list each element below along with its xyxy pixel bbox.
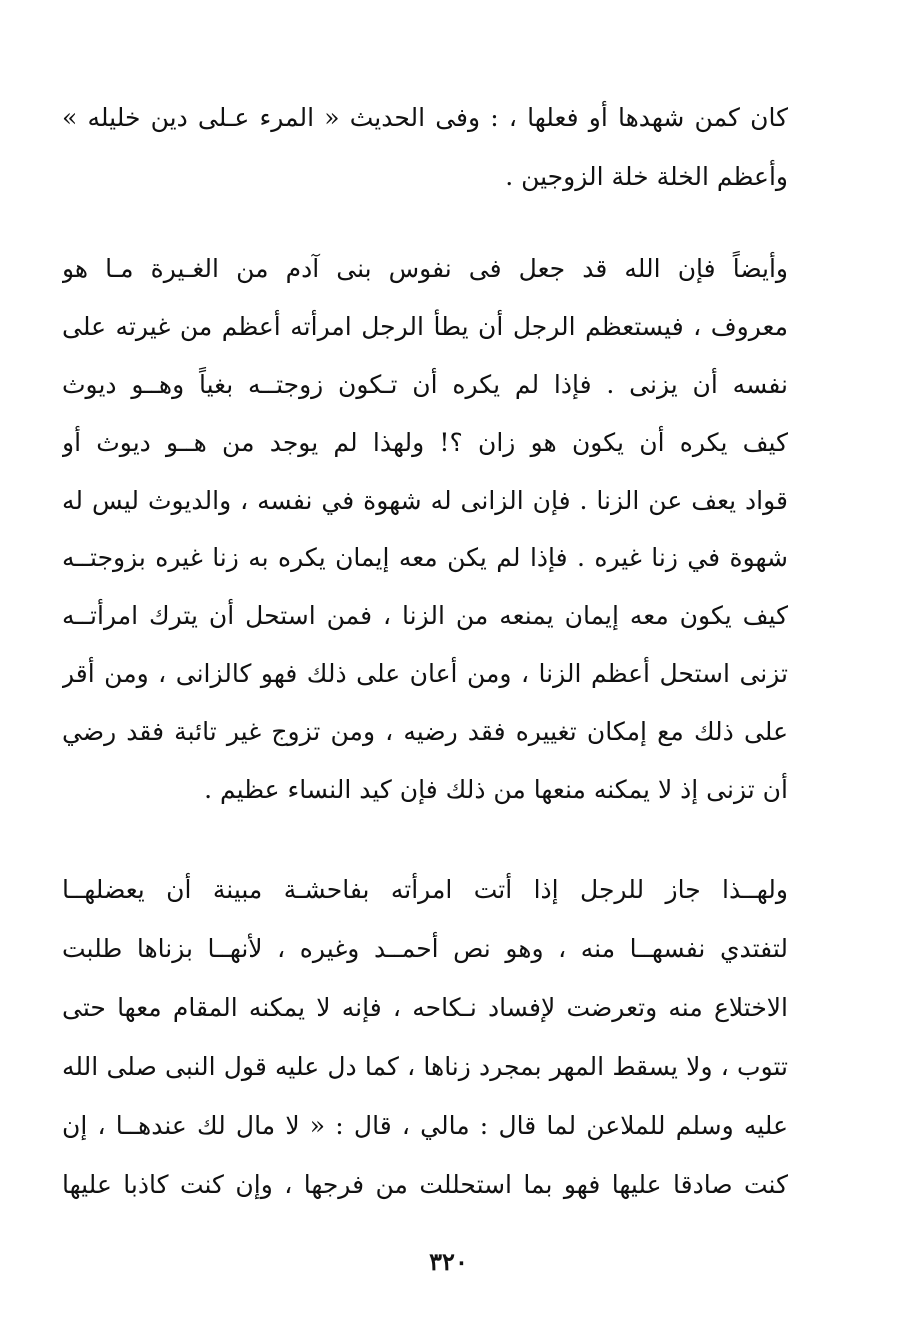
text-line: كنت صادقا عليها فهو بما استحللت من فرجها ، وإن كنت كاذبا عليها [62, 1170, 788, 1199]
text-line: كان كمن شهدها أو فعلها ، : وفى الحديث « المرء عـلى دين خليله » [62, 103, 788, 132]
text-line: نفسه أن يزنى . فإذا لم يكره أن تـكون زوجتــه بغياً وهــو ديوث [62, 369, 788, 399]
paragraph [62, 88, 788, 206]
text-line: كيف يكون معه إيمان يمنعه من الزنا ، فمن استحل أن يترك امرأتــه [62, 601, 788, 631]
text-line: وأعظم الخلة خلة الزوجين . [505, 162, 788, 191]
text-line: كيف يكره أن يكون هو زان ؟! ولهذا لم يوجد من هــو ديوث أو [62, 427, 788, 457]
text-line: عليه وسلم للملاعن لما قال : مالي ، قال : « لا مال لك عندهــا ، إن [62, 1111, 788, 1140]
text-line: قواد يعف عن الزنا . فإن الزانى له شهوة في نفسه ، والديوث ليس له [62, 485, 788, 515]
text-line: شهوة في زنا غيره . فإذا لم يكن معه إيمان يكره به زنا غيره بزوجتــه [62, 543, 788, 573]
text-line: على ذلك مع إمكان تغييره فقد رضيه ، ومن تزوج غير تائبة فقد رضي [62, 717, 788, 747]
text-line: معروف ، فيستعظم الرجل أن يطأ الرجل امرأته أعظم من غيرته على [62, 311, 788, 341]
page-number: ٣٢٠ [429, 1247, 468, 1276]
text-line: الاختلاع منه وتعرضت لإفساد نـكاحه ، فإنه لا يمكنه المقام معها حتى [62, 993, 788, 1022]
paragraph [62, 240, 788, 819]
text-line: تزنى استحل أعظم الزنا ، ومن أعان على ذلك فهو كالزانى ، ومن أقر [62, 659, 788, 689]
text-line: تتوب ، ولا يسقط المهر بمجرد زناها ، كما دل عليه قول النبى صلى الله [62, 1052, 788, 1081]
text-line: وأيضاً فإن الله قد جعل فى نفوس بنى آدم من الغـيرة مـا هو [62, 254, 788, 283]
text-line: لتفتدي نفسهــا منه ، وهو نص أحمــد وغيره ، لأنهــا بزناها طلبت [62, 934, 788, 963]
paragraph [62, 860, 788, 1214]
text-line: ولهــذا جاز للرجل إذا أتت امرأته بفاحشـة مبينة أن يعضلهــا [62, 875, 788, 904]
text-line: أن تزنى إذ لا يمكنه منعها من ذلك فإن كيد النساء عظيم . [204, 775, 788, 805]
